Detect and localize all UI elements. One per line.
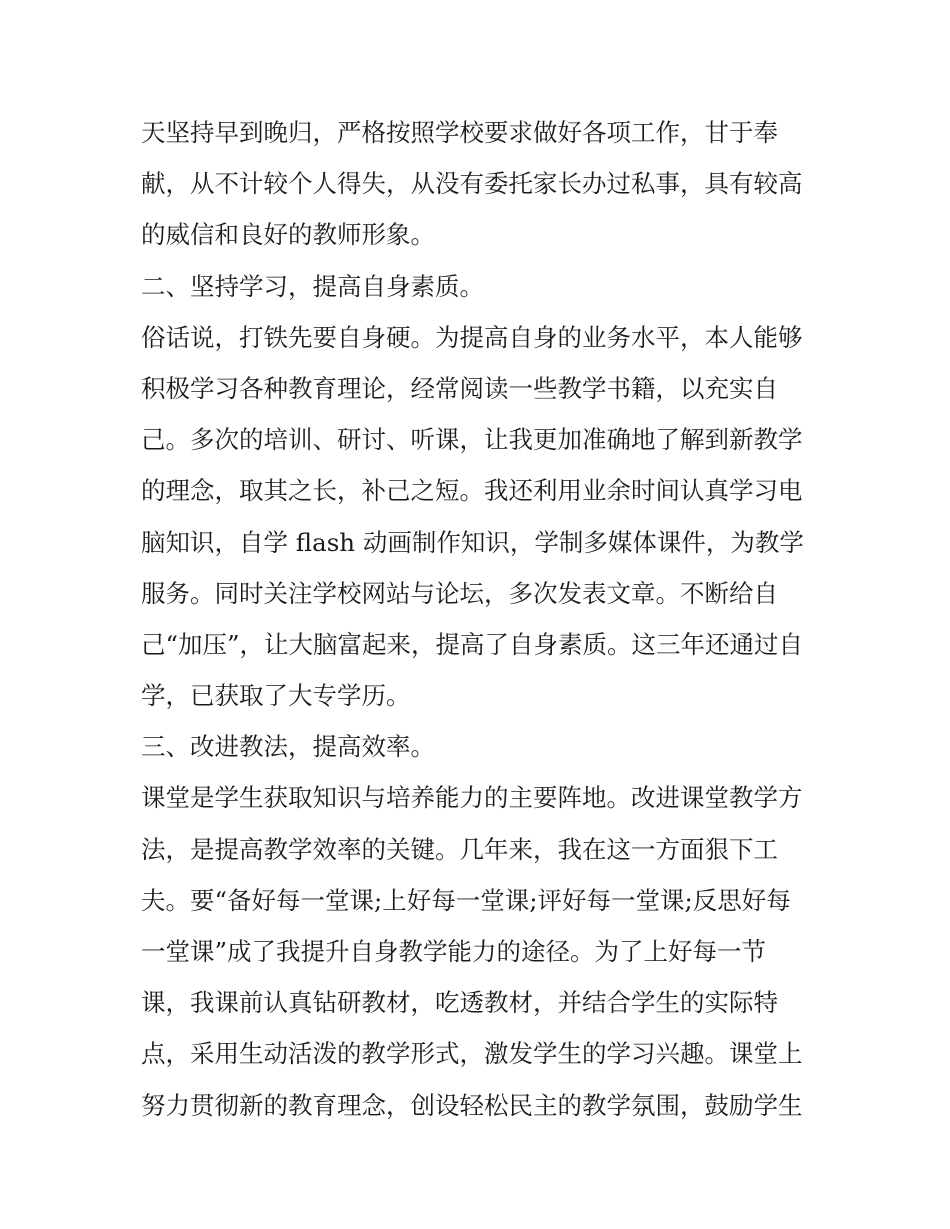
text-line: 课，我课前认真钻研教材，吃透教材，并结合学生的实际特 xyxy=(141,988,778,1018)
section-heading: 三、改进教法，提高效率。 xyxy=(141,732,435,762)
text-line: 俗话说，打铁先要自身硬。为提高自身的业务水平，本人能够 xyxy=(141,322,803,352)
section-heading: 二、坚持学习，提高自身素质。 xyxy=(141,271,484,301)
text-line: 献，从不计较个人得失，从没有委托家长办过私事，具有较高 xyxy=(141,169,803,199)
text-line: 努力贯彻新的教育理念，创设轻松民主的教学氛围，鼓励学生 xyxy=(141,1090,803,1120)
text-line: 天坚持早到晚归，严格按照学校要求做好各项工作，甘于奉 xyxy=(141,118,778,147)
text-line: 课堂是学生获取知识与培养能力的主要阵地。改进课堂教学方 xyxy=(141,783,803,813)
text-line: 己。多次的培训、研讨、听课，让我更加准确地了解到新教学 xyxy=(141,425,803,455)
text-line: 学，已获取了大专学历。 xyxy=(141,681,411,711)
text-line: 的理念，取其之长，补己之短。我还利用业余时间认真学习电 xyxy=(141,476,803,506)
text-line: 脑知识，自学 flash 动画制作知识，学制多媒体课件，为教学 xyxy=(141,527,804,557)
text-line: 法，是提高教学效率的关键。几年来，我在这一方面狠下工 xyxy=(141,834,778,864)
text-line: 夫。要“备好每一堂课;上好每一堂课;评好每一堂课;反思好每 xyxy=(141,885,791,915)
text-line: 己“加压”，让大脑富起来，提高了自身素质。这三年还通过自 xyxy=(141,629,804,659)
text-line: 一堂课”成了我提升自身教学能力的途径。为了上好每一节 xyxy=(141,937,767,966)
text-line: 的威信和良好的教师形象。 xyxy=(141,220,435,250)
body-text xyxy=(141,107,821,1131)
text-line: 点，采用生动活泼的教学形式，激发学生的学习兴趣。课堂上 xyxy=(141,1039,803,1069)
text-line: 服务。同时关注学校网站与论坛，多次发表文章。不断给自 xyxy=(141,578,778,608)
text-line: 积极学习各种教育理论，经常阅读一些教学书籍，以充实自 xyxy=(141,373,778,403)
